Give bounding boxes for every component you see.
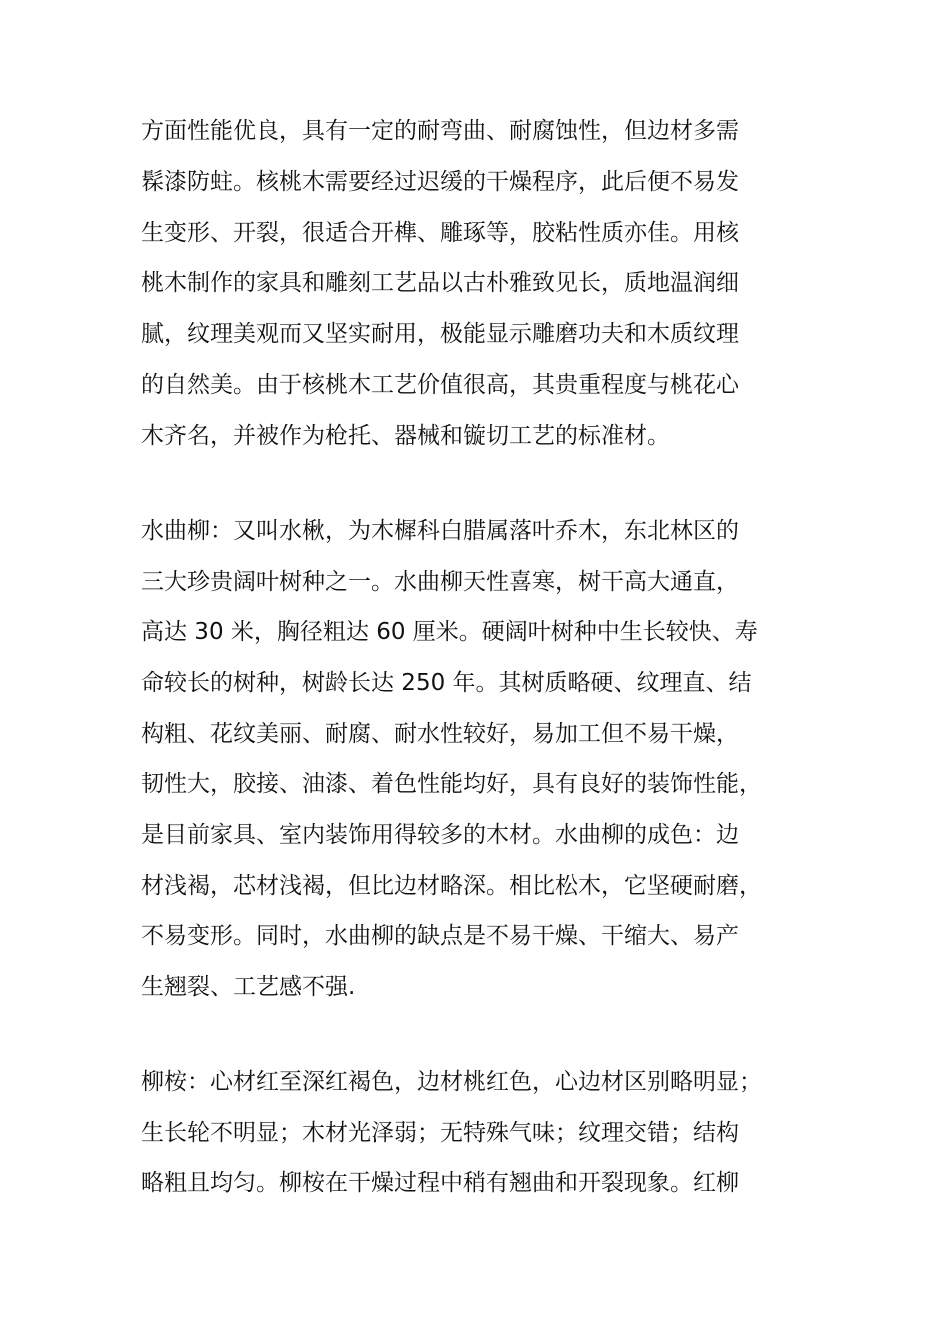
paragraph-1-line-1: 方面性能优良，具有一定的耐弯曲、耐腐蚀性，但边材多需 (141, 118, 739, 144)
paragraph-2-line-4: 命较长的树种，树龄长达 250 年。其树质略硬、纹理直、结 (141, 670, 752, 696)
paragraph-2-line-1: 水曲柳：又叫水楸，为木樨科白腊属落叶乔木，东北林区的 (141, 518, 739, 544)
paragraph-3-line-1: 柳桉：心材红至深红褐色，边材桃红色，心边材区别略明显； (141, 1069, 762, 1095)
paragraph-1-line-5: 腻，纹理美观而又坚实耐用，极能显示雕磨功夫和木质纹理 (141, 321, 739, 347)
paragraph-1-line-3: 生变形、开裂，很适合开榫、雕琢等，胶粘性质亦佳。用核 (141, 220, 739, 246)
paragraph-1-line-7: 木齐名，并被作为枪托、器械和镟切工艺的标准材。 (141, 423, 670, 449)
paragraph-1-line-2: 髹漆防蛀。核桃木需要经过迟缓的干燥程序，此后便不易发 (141, 169, 739, 195)
paragraph-2-line-6: 韧性大，胶接、油漆、着色性能均好，具有良好的装饰性能， (141, 771, 762, 797)
paragraph-3-line-3: 略粗且均匀。柳桉在干燥过程中稍有翘曲和开裂现象。红柳 (141, 1170, 739, 1196)
paragraph-2-line-2: 三大珍贵阔叶树种之一。水曲柳天性喜寒，树干高大通直， (141, 569, 739, 595)
paragraph-1-line-4: 桃木制作的家具和雕刻工艺品以古朴雅致见长，质地温润细 (141, 270, 739, 296)
paragraph-2-line-5: 构粗、花纹美丽、耐腐、耐水性较好，易加工但不易干燥， (141, 721, 739, 747)
paragraph-1-line-6: 的自然美。由于核桃木工艺价值很高，其贵重程度与桃花心 (141, 372, 739, 398)
paragraph-2-line-7: 是目前家具、室内装饰用得较多的木材。水曲柳的成色：边 (141, 822, 739, 848)
paragraph-2-line-9: 不易变形。同时，水曲柳的缺点是不易干燥、干缩大、易产 (141, 923, 739, 949)
paragraph-3-line-2: 生长轮不明显；木材光泽弱；无特殊气味；纹理交错；结构 (141, 1120, 739, 1146)
paragraph-2-line-8: 材浅褐，芯材浅褐，但比边材略深。相比松木，它坚硬耐磨， (141, 873, 762, 899)
paragraph-2-line-10: 生翘裂、工艺感不强. (141, 974, 356, 1000)
paragraph-2-line-3: 高达 30 米，胸径粗达 60 厘米。硬阔叶树种中生长较快、寿 (141, 619, 758, 645)
